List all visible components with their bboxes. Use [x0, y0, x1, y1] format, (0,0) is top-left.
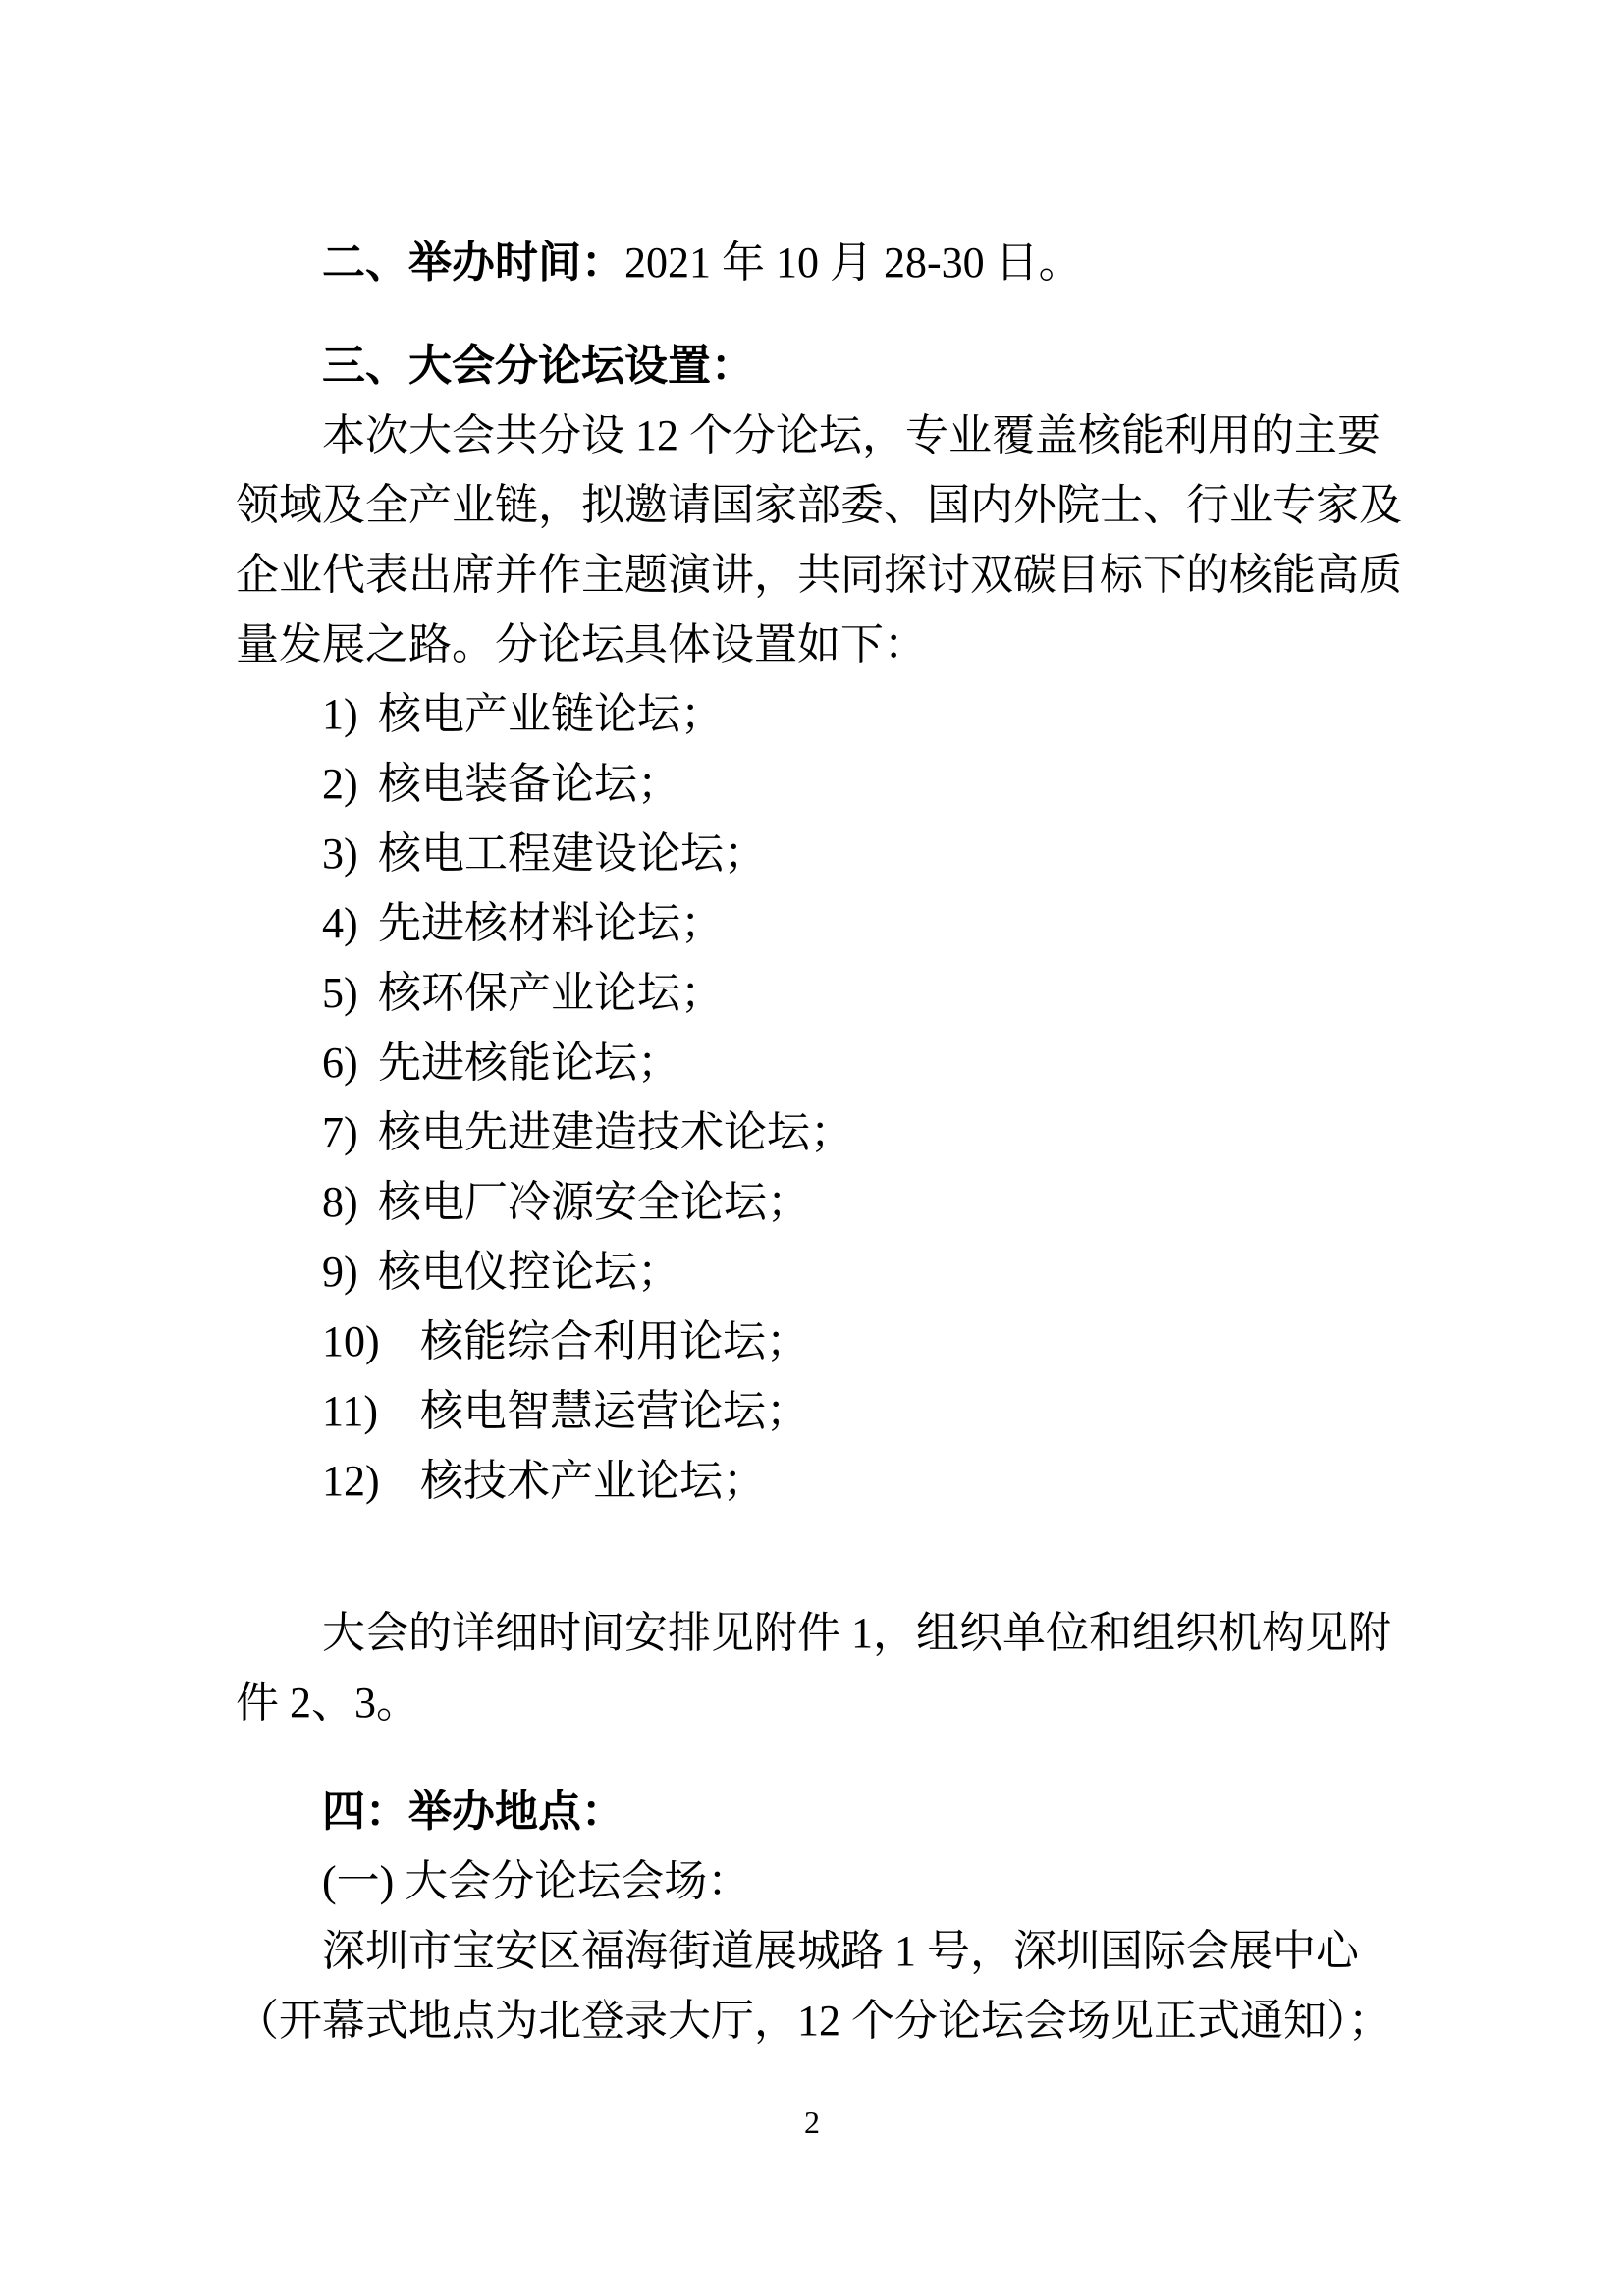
forum-item: [236, 1097, 1394, 1167]
forum-item: [236, 1167, 1394, 1237]
intro-line: 企业代表出席并作主题演讲，共同探讨双碳目标下的核能高质: [236, 551, 1402, 599]
forum-item-name: 核电先进建造技术论坛；: [378, 1108, 853, 1156]
forum-item: [236, 819, 1394, 888]
forum-item: [236, 958, 1394, 1028]
forum-item: [236, 1028, 1394, 1097]
forum-item-name: 先进核材料论坛；: [378, 899, 724, 947]
section-heading-venue: 四：举办地点：: [322, 1788, 624, 1836]
forum-item-name: 核环保产业论坛；: [378, 969, 724, 1017]
forum-intro-paragraph: [236, 400, 1402, 679]
venue-paragraph: [236, 1916, 1394, 2056]
venue-line: （开幕式地点为北登录大厅，12 个分论坛会场见正式通知）；: [236, 1997, 1391, 2045]
intro-line: 量发展之路。分论坛具体设置如下：: [236, 620, 927, 668]
forum-list: [236, 679, 1394, 1516]
forum-item-name: 核电仪控论坛；: [378, 1248, 680, 1296]
forum-item-number: 11): [322, 1387, 379, 1435]
forum-item-number: 6): [322, 1039, 358, 1087]
forum-item: [236, 1446, 1394, 1516]
attachment-note-line: 件 2、3。: [236, 1679, 419, 1727]
forum-item-name: 核电厂冷源安全论坛；: [378, 1178, 810, 1226]
forum-item-number: 7): [322, 1108, 358, 1156]
document-content: [236, 228, 1402, 2056]
section-heading-time: [236, 228, 1394, 297]
intro-line: 本次大会共分设 12 个分论坛，专业覆盖核能利用的主要: [322, 411, 1380, 459]
forum-item-name: 核电装备论坛；: [378, 760, 680, 808]
attachment-note-line: 大会的详细时间安排见附件 1，组织单位和组织机构见附: [322, 1609, 1391, 1657]
time-heading-label: 二、举办时间：: [322, 239, 624, 287]
forum-item: [236, 1376, 1394, 1446]
forum-item-number: 4): [322, 899, 358, 947]
forum-item-name: 先进核能论坛；: [378, 1039, 680, 1087]
forum-item-name: 核能综合利用论坛；: [420, 1317, 809, 1365]
forum-item-name: 核电产业链论坛；: [378, 690, 724, 738]
forum-item-number: 5): [322, 969, 358, 1017]
forum-item: [236, 888, 1394, 958]
forum-item: [236, 679, 1394, 749]
forum-item-number: 10): [322, 1317, 380, 1365]
attachment-note-paragraph: [236, 1598, 1394, 1737]
page-number: 2: [804, 2105, 820, 2140]
forum-item-name: 核电工程建设论坛；: [378, 829, 767, 878]
forum-item-number: 9): [322, 1248, 358, 1296]
forum-item-number: 2): [322, 760, 358, 808]
forum-item: [236, 1307, 1394, 1376]
time-heading-value: 2021 年 10 月 28-30 日。: [624, 239, 1082, 287]
forum-item: [236, 749, 1394, 819]
venue-subheading: (一) 大会分论坛会场：: [322, 1857, 751, 1905]
forum-item-number: 3): [322, 829, 358, 878]
forum-item: [236, 1237, 1394, 1307]
forum-item-name: 核电智慧运营论坛；: [420, 1387, 809, 1435]
forum-item-number: 1): [322, 690, 358, 738]
forum-item-number: 8): [322, 1178, 358, 1226]
section-heading-forums: 三、大会分论坛设置：: [322, 342, 754, 390]
forum-item-name: 核技术产业论坛；: [420, 1457, 766, 1505]
forum-item-number: 12): [322, 1457, 380, 1505]
venue-line: 深圳市宝安区福海街道展城路 1 号，深圳国际会展中心: [322, 1927, 1359, 1975]
intro-line: 领域及全产业链，拟邀请国家部委、国内外院士、行业专家及: [236, 481, 1402, 529]
